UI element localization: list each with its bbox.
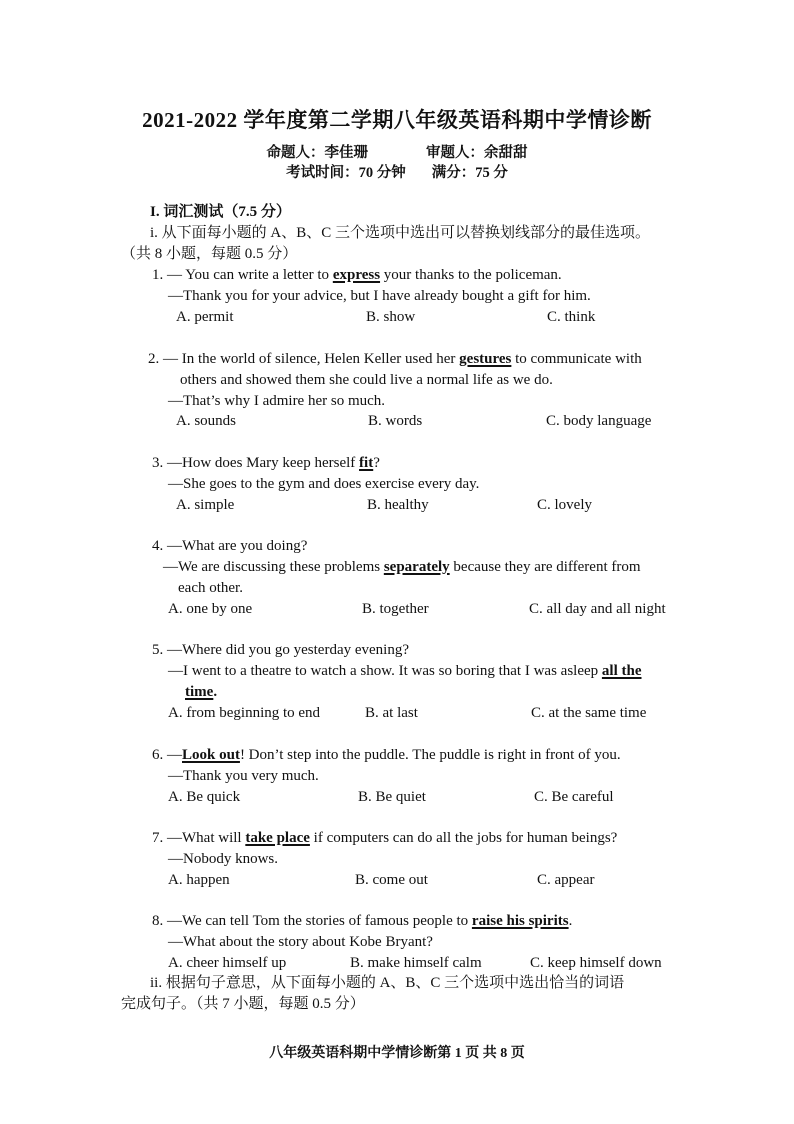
- q8-text-b: .: [568, 913, 573, 929]
- q6-text-b: ! Don’t step into the puddle. The puddle is right in front of you.: [239, 747, 621, 763]
- q5-underlined-1: all the: [601, 663, 642, 679]
- q5-underlined-2: time: [185, 684, 214, 700]
- question-1-line-2: —Thank you for your advice, but I have already bought a gift for him.: [168, 288, 591, 304]
- q2-option-c: C. body language: [546, 413, 652, 429]
- q1-text-a: 1. — You can write a letter to: [152, 267, 333, 283]
- q7-underlined: take place: [245, 830, 310, 846]
- question-2-line-3: —That’s why I admire her so much.: [168, 393, 386, 409]
- q2-underlined: gestures: [459, 351, 512, 367]
- question-2-line-2: others and showed them she could live a normal life as we do.: [180, 372, 553, 388]
- author-line: [0, 141, 794, 162]
- reviewer: 审题人：余甜甜: [426, 145, 528, 161]
- q1-option-b: B. show: [366, 309, 416, 325]
- q3-option-a: A. simple: [176, 497, 235, 513]
- q3-option-c: C. lovely: [537, 497, 592, 513]
- q8-option-c: C. keep himself down: [530, 955, 662, 971]
- question-8-line-1: [152, 912, 572, 930]
- page-footer: 八年级英语科期中学情诊断第 1 页 共 8 页: [269, 1046, 525, 1061]
- q1-underlined: express: [332, 267, 381, 283]
- question-8-line-2: —What about the story about Kobe Bryant?: [168, 934, 433, 950]
- question-2-line-1: [148, 350, 642, 368]
- q6-option-a: A. Be quick: [168, 789, 241, 805]
- q2-option-a: A. sounds: [176, 413, 237, 429]
- part-i-instruction-1: i. 从下面每小题的 A、B、C 三个选项中选出可以替换划线部分的最佳选项。: [150, 225, 651, 241]
- q7-text-b: if computers can do all the jobs for human beings?: [309, 830, 618, 846]
- exam-time: 考试时间：70 分钟: [286, 165, 406, 181]
- q1-option-c: C. think: [547, 309, 596, 325]
- q2-text-b: to communicate with: [511, 351, 642, 367]
- question-7-line-1: [152, 829, 617, 847]
- q8-option-a: A. cheer himself up: [168, 955, 287, 971]
- question-5-line-1: 5. —Where did you go yesterday evening?: [152, 642, 409, 658]
- question-1-line-1: [152, 266, 562, 284]
- q3-underlined: fit: [359, 455, 374, 471]
- q8-underlined: raise his spirits: [471, 913, 569, 929]
- q8-text-a: 8. —We can tell Tom the stories of famous people to: [152, 913, 472, 929]
- q1-option-a: A. permit: [176, 309, 234, 325]
- q5-option-b: B. at last: [365, 705, 418, 721]
- question-4-line-3: each other.: [178, 580, 243, 596]
- q6-text-a: 6. —: [152, 747, 182, 763]
- q8-option-b: B. make himself calm: [350, 955, 482, 971]
- question-7-line-2: —Nobody knows.: [168, 851, 279, 867]
- q4-text-b: —We are discussing these problems: [163, 559, 384, 575]
- q2-text-a: 2. — In the world of silence, Helen Keller used her: [148, 351, 460, 367]
- q6-underlined: Look out: [182, 747, 240, 763]
- question-3-line-1: [152, 454, 380, 472]
- q7-text-a: 7. —What will: [152, 830, 246, 846]
- q5-option-a: A. from beginning to end: [168, 705, 321, 721]
- question-5-line-2: [168, 662, 642, 680]
- q5-option-c: C. at the same time: [531, 705, 647, 721]
- exam-info-line: [0, 161, 794, 182]
- q6-option-c: C. Be careful: [534, 789, 614, 805]
- q3-text-a: 3. —How does Mary keep herself: [152, 455, 360, 471]
- exam-score: 满分：75 分: [431, 165, 508, 181]
- question-3-line-2: —She goes to the gym and does exercise every day.: [168, 476, 480, 492]
- page-title: 2021-2022 学年度第二学期八年级英语科期中学情诊断: [142, 108, 652, 132]
- q3-text-b: ?: [373, 455, 380, 471]
- part-ii-instruction-1: ii. 根据句子意思，从下面每小题的 A、B、C 三个选项中选出恰当的词语: [150, 975, 625, 991]
- q4-option-c: C. all day and all night: [529, 601, 666, 617]
- q4-underlined: separately: [383, 559, 450, 575]
- q7-option-b: B. come out: [355, 872, 428, 888]
- question-4-line-1: 4. —What are you doing?: [152, 538, 308, 554]
- section-heading: I. 词汇测试（7.5 分）: [150, 204, 291, 220]
- q5-text-b: —I went to a theatre to watch a show. It was so boring that I was asleep: [168, 663, 602, 679]
- q4-text-c: because they are different from: [449, 559, 641, 575]
- part-ii-instruction-2: 完成句子。（共 7 小题，每题 0.5 分）: [121, 996, 365, 1012]
- q5-period: .: [213, 684, 218, 700]
- question-4-line-2: [163, 558, 641, 576]
- q7-option-c: C. appear: [537, 872, 595, 888]
- q3-option-b: B. healthy: [367, 497, 429, 513]
- question-6-line-1: [152, 746, 621, 764]
- part-i-instruction-2: （共 8 小题，每题 0.5 分）: [121, 246, 298, 262]
- q6-option-b: B. Be quiet: [358, 789, 426, 805]
- q2-option-b: B. words: [368, 413, 423, 429]
- q4-option-b: B. together: [362, 601, 429, 617]
- author: 命题人：李佳珊: [266, 145, 368, 161]
- q7-option-a: A. happen: [168, 872, 230, 888]
- question-5-line-3: [185, 683, 217, 701]
- q1-text-b: your thanks to the policeman.: [380, 267, 562, 283]
- question-6-line-2: —Thank you very much.: [168, 768, 319, 784]
- q4-option-a: A. one by one: [168, 601, 253, 617]
